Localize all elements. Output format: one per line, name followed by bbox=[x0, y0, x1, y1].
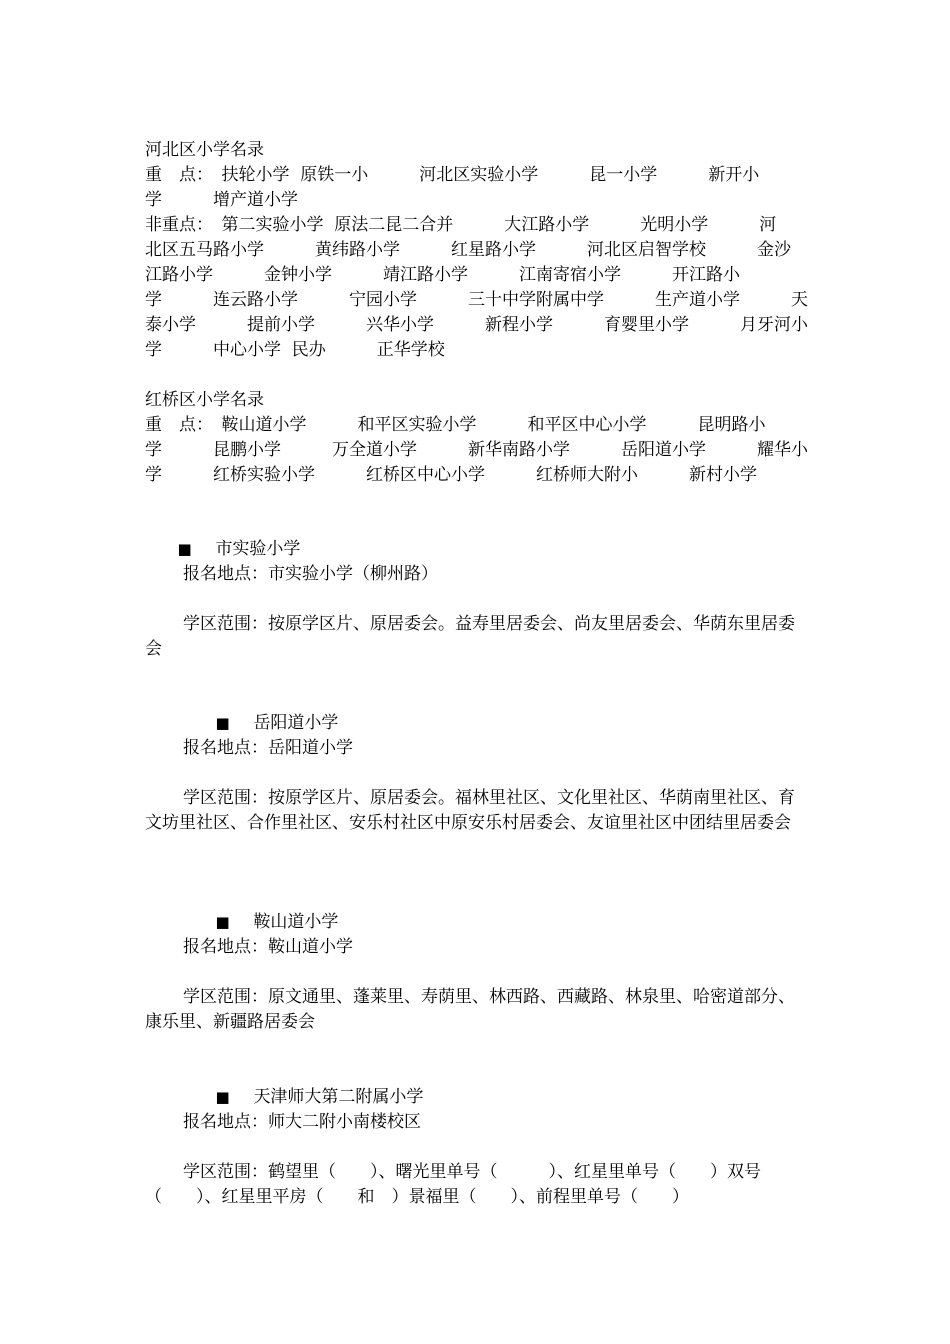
hongqiao-line: 重 点： 鞍山道小学 和平区实验小学 和平区中心小学 昆明路小 bbox=[145, 415, 766, 435]
registration-text: 报名地点：师大二附小南楼校区 bbox=[183, 1112, 421, 1132]
district-text: 学区范围：按原学区片、原居委会。益寿里居委会、尚友里居委会、华荫东里居委会 bbox=[145, 614, 795, 659]
hongqiao-title: 红桥区小学名录 bbox=[145, 390, 264, 410]
bullet-icon: ■ bbox=[215, 714, 230, 732]
hebei-section bbox=[145, 138, 810, 363]
hebei-line: 江路小学 金钟小学 靖江路小学 江南寄宿小学 开江路小 bbox=[145, 265, 740, 285]
district-text: 学区范围：鹤望里（ ）、曙光里单号（ ）、红星里单号（ ）双号（ ）、红星里平房（ 和 ）景福里（ ）、前程里单号（ ） bbox=[145, 1162, 761, 1207]
hongqiao-line: 学 昆鹏小学 万全道小学 新华南路小学 岳阳道小学 耀华小 bbox=[145, 440, 808, 460]
district-text: 学区范围：原文通里、蓬莱里、寿荫里、林西路、西藏路、林泉里、哈密道部分、康乐里、新疆路居委会 bbox=[145, 987, 795, 1032]
hebei-title: 河北区小学名录 bbox=[145, 140, 264, 160]
school-heading bbox=[145, 885, 810, 932]
hongqiao-line: 学 红桥实验小学 红桥区中心小学 红桥师大附小 新村小学 bbox=[145, 465, 757, 485]
bullet-icon: ■ bbox=[177, 540, 192, 558]
hebei-line: 重 点： 扶轮小学 原铁一小 河北区实验小学 昆一小学 新开小 bbox=[145, 165, 760, 185]
school-name: 市实验小学 bbox=[215, 539, 301, 559]
school-heading bbox=[145, 1060, 810, 1107]
registration-text: 报名地点：鞍山道小学 bbox=[183, 937, 353, 957]
hebei-line: 学 增产道小学 bbox=[145, 190, 298, 210]
registration-text: 报名地点：岳阳道小学 bbox=[183, 738, 353, 758]
school-heading bbox=[145, 686, 810, 733]
district-text: 学区范围：按原学区片、原居委会。福林里社区、文化里社区、华荫南里社区、育文坊里社区、合作里社区、安乐村社区中原安乐村居委会、友谊里社区中团结里居委会 bbox=[145, 788, 795, 833]
hongqiao-section bbox=[145, 388, 810, 488]
bullet-icon: ■ bbox=[215, 913, 230, 931]
hebei-line: 泰小学 提前小学 兴华小学 新程小学 育婴里小学 月牙河小 bbox=[145, 315, 808, 335]
hebei-line: 北区五马路小学 黄纬路小学 红星路小学 河北区启智学校 金沙 bbox=[145, 240, 791, 260]
hebei-line: 学 连云路小学 宁园小学 三十中学附属中学 生产道小学 天 bbox=[145, 290, 808, 310]
bullet-icon: ■ bbox=[215, 1088, 230, 1106]
school-name: 天津师大第二附属小学 bbox=[253, 1087, 424, 1107]
registration-text: 报名地点：市实验小学（柳州路） bbox=[183, 564, 438, 584]
hebei-line: 学 中心小学 民办 正华学校 bbox=[145, 340, 445, 360]
school-heading bbox=[145, 512, 810, 559]
school-name: 鞍山道小学 bbox=[253, 912, 339, 932]
hebei-line: 非重点： 第二实验小学 原法二昆二合并 大江路小学 光明小学 河 bbox=[145, 215, 777, 235]
school-name: 岳阳道小学 bbox=[253, 713, 339, 733]
